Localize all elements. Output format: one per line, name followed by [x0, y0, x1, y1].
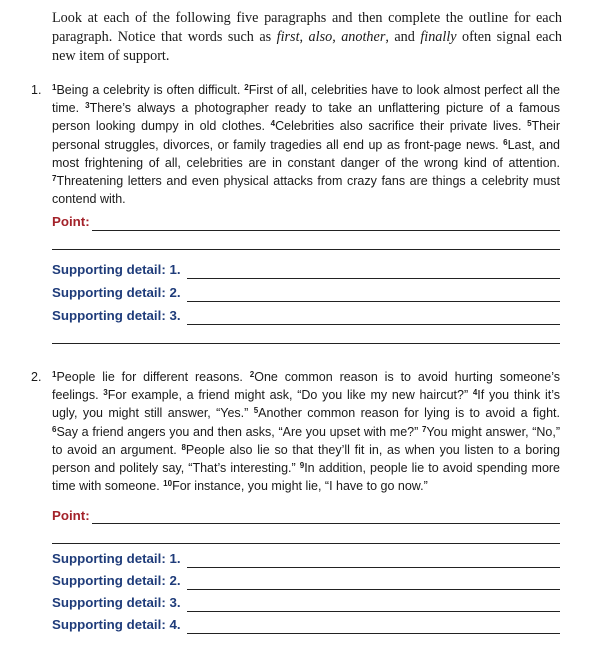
supporting-detail-label: Supporting detail: 4.	[52, 617, 181, 632]
sentence: For example, a friend might ask, “Do you like my new haircut?”	[107, 388, 473, 403]
sentence: People also lie so that they’ll fit in, as when you listen to a boring person and politely say, “That’s interesting.”	[52, 442, 560, 476]
supporting-detail-answer-line[interactable]	[187, 633, 560, 634]
sentence-number: 4	[270, 119, 276, 129]
point-answer-line[interactable]	[92, 230, 560, 231]
sentence-number: 5	[253, 406, 259, 416]
sentence: Another common reason for lying is to avoid a fight.	[258, 406, 560, 421]
sentence-number: 7	[52, 174, 57, 184]
exercise-paragraph	[52, 368, 560, 495]
supporting-detail-answer-line[interactable]	[187, 589, 560, 590]
exercise-number: 2.	[31, 370, 42, 384]
sentence-number: 8	[181, 442, 186, 452]
supporting-detail-label: Supporting detail: 2.	[52, 573, 181, 588]
sentence-number: 6	[503, 137, 508, 147]
supporting-detail-answer-line[interactable]	[187, 301, 560, 302]
sentence: Last, and most frightening of all, celebrities are in constant danger of the wrong kind of attention.	[52, 137, 560, 170]
sentence-number: 1	[52, 370, 57, 379]
sentence: You might answer, “No,” to avoid an argument.	[52, 424, 561, 457]
sentence-number: 6	[52, 424, 57, 434]
sentence: People lie for different reasons.	[56, 370, 250, 384]
supporting-detail-label: Supporting detail: 1.	[52, 551, 181, 566]
sentence-number: 1	[52, 83, 57, 92]
sentence: If you think it’s ugly, you might still answer, “Yes.”	[52, 388, 560, 421]
sentence-number: 4	[472, 388, 478, 398]
sentence-number: 7	[421, 424, 427, 434]
sentence: Threatening letters and even physical attacks from crazy fans are things a celebrity must contend with.	[52, 174, 560, 207]
supporting-detail-answer-line[interactable]	[187, 278, 560, 279]
sentence: One common reason is to avoid hurting someone’s feelings.	[52, 370, 560, 403]
sentence-number: 9	[299, 461, 305, 471]
sentence: Celebrities also sacrifice their private lives.	[275, 119, 528, 134]
sentence: Their personal struggles, divorces, or family tragedies all end up as front-page news.	[52, 119, 560, 152]
sentence-number: 10	[163, 479, 173, 489]
signal-word: another	[341, 29, 386, 45]
sentence-number: 3	[85, 101, 90, 111]
signal-word: first	[276, 29, 300, 45]
sentence: There’s always a photographer ready to take an unflattering picture of a famous person looking dumpy in old clothes.	[52, 101, 560, 134]
sentence-number: 2	[244, 83, 249, 92]
supporting-detail-answer-line[interactable]	[187, 611, 560, 612]
point-answer-line-continued[interactable]	[52, 249, 560, 250]
sentence-number: 2	[249, 370, 255, 379]
exercise-paragraph	[52, 81, 560, 208]
sentence: In addition, people lie to avoid spending more time with someone.	[52, 461, 561, 494]
point-answer-line-continued[interactable]	[52, 543, 560, 544]
supporting-detail-answer-line[interactable]	[187, 567, 560, 568]
supporting-detail-label: Supporting detail: 3.	[52, 308, 181, 323]
supporting-detail-answer-line-continued[interactable]	[52, 343, 560, 344]
point-label: Point:	[52, 508, 90, 523]
sentence: For instance, you might lie, “I have to go now.”	[172, 479, 428, 494]
supporting-detail-label: Supporting detail: 1.	[52, 262, 181, 277]
sentence: Being a celebrity is often difficult.	[56, 83, 245, 97]
sentence: Say a friend angers you and then asks, “Are you upset with me?”	[56, 424, 422, 439]
instructions-text: Look at each of the following five paragraphs and then complete the outline for each paragraph. Notice that words such as first, also, another, and finally often signal each new item of support.	[52, 10, 562, 64]
point-label: Point:	[52, 214, 90, 229]
point-answer-line[interactable]	[92, 523, 560, 524]
supporting-detail-label: Supporting detail: 2.	[52, 285, 181, 300]
sentence: First of all, celebrities have to look almost perfect all the time.	[52, 83, 560, 116]
sentence-number: 5	[527, 119, 532, 129]
sentence-number: 3	[103, 388, 108, 398]
supporting-detail-answer-line[interactable]	[187, 324, 560, 325]
signal-word: finally	[420, 29, 457, 45]
supporting-detail-label: Supporting detail: 3.	[52, 595, 181, 610]
signal-word: also	[308, 29, 333, 45]
exercise-number: 1.	[31, 83, 42, 97]
